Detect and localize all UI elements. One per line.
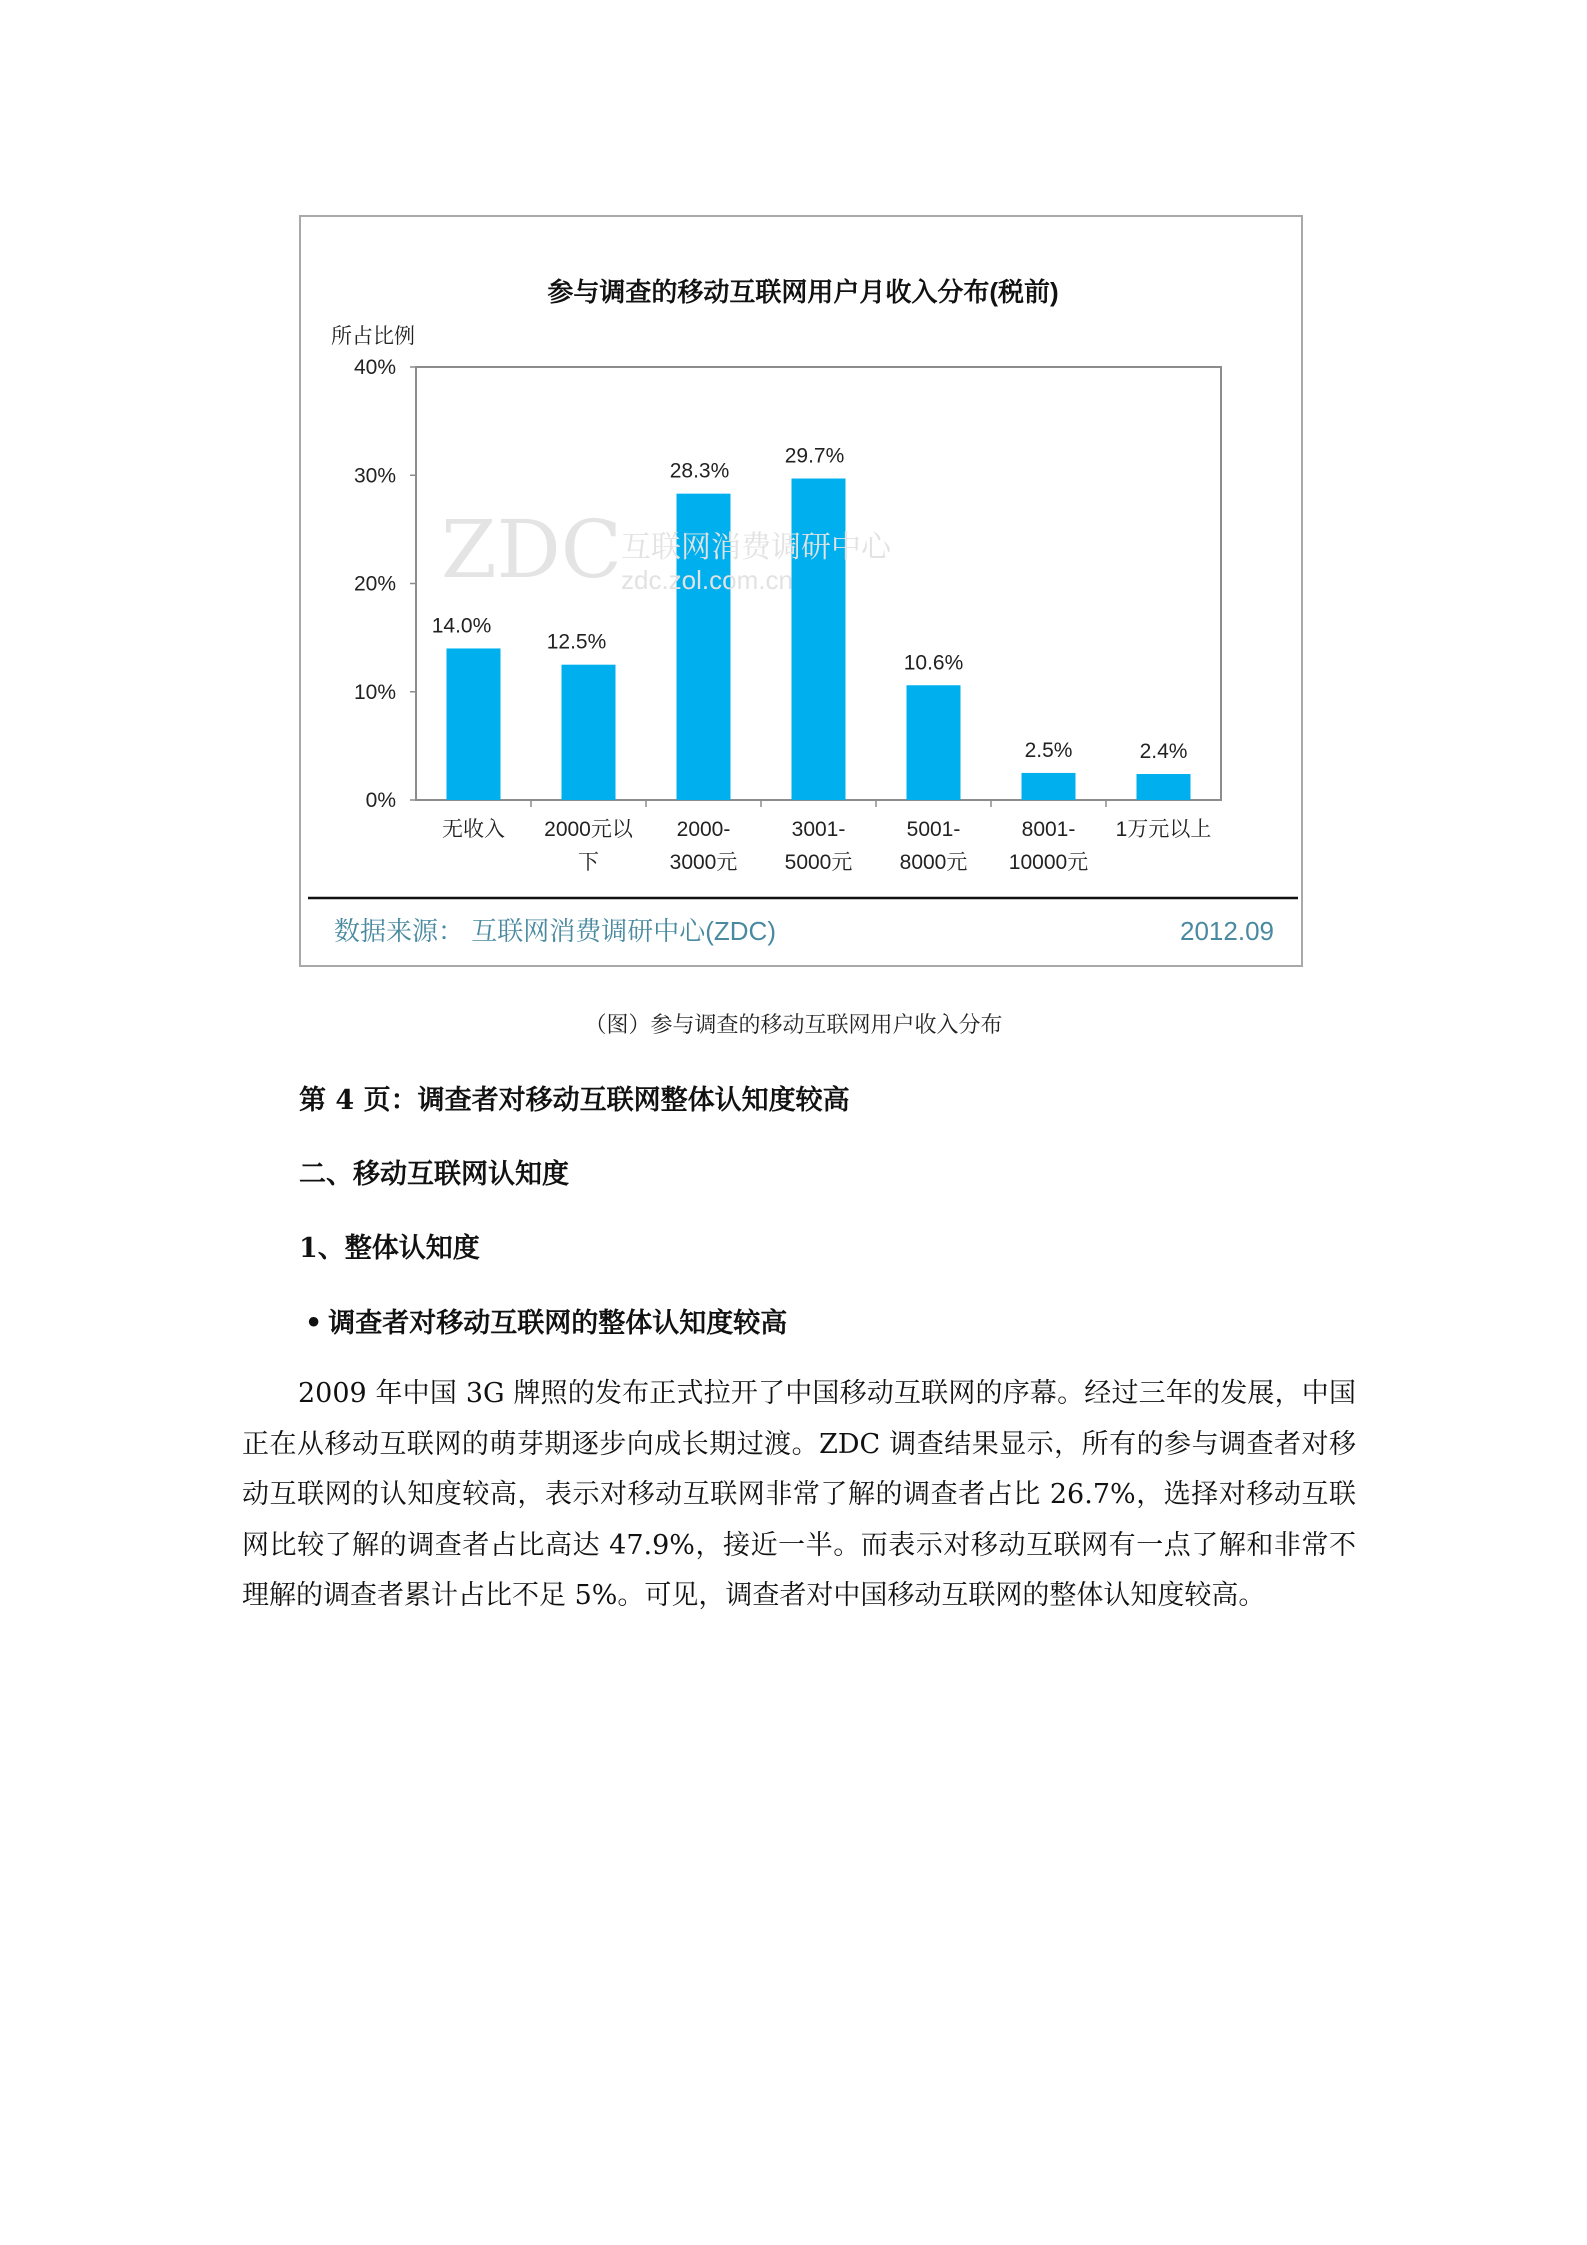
- y-tick-label: 20%: [353, 572, 396, 596]
- paragraph-line: 理解的调查者累计占比不足 5%。可见，调查者对中国移动互联网的整体认知度较高。: [242, 1580, 1266, 1611]
- x-tick-label: 下: [578, 851, 599, 874]
- paragraph-line: 动互联网的认知度较高，表示对移动互联网非常了解的调查者占比 26.7%，选择对移动互联: [242, 1479, 1356, 1510]
- chart-figure: [299, 215, 1303, 967]
- bullet-heading-text: 调查者对移动互联网的整体认知度较高: [328, 1308, 788, 1339]
- date-text: 2012.09: [1180, 916, 1274, 946]
- x-tick-label: 8000元: [899, 851, 968, 874]
- data-label: 29.7%: [784, 444, 845, 468]
- y-tick-label: 10%: [353, 680, 396, 704]
- paragraph-line: 正在从移动互联网的萌芽期逐步向成长期过渡。ZDC 调查结果显示，所有的参与调查者对移: [242, 1428, 1356, 1460]
- y-tick-label: 40%: [353, 356, 396, 379]
- x-tick-label: 无收入: [442, 818, 505, 841]
- subsection-heading: 1、整体认知度: [299, 1233, 480, 1264]
- body-paragraph: [242, 1374, 1356, 1627]
- paragraph-line: 网比较了解的调查者占比高达 47.9%，接近一半。而表示对移动互联网有一点了解和非常不: [242, 1529, 1356, 1561]
- data-label: 14.0%: [431, 614, 492, 638]
- y-tick-label: 0%: [365, 789, 396, 812]
- watermark-text: 互联网消费调研中心: [621, 531, 891, 564]
- x-tick-label: 2000-: [676, 818, 731, 841]
- source-text: 数据来源： 互联网消费调研中心(ZDC): [334, 916, 776, 946]
- bullet-heading: [305, 1301, 787, 1340]
- bar: [792, 478, 846, 800]
- watermark-url: zdc.zol.com.cn: [621, 565, 793, 595]
- x-tick-label: 5001-: [906, 818, 961, 841]
- x-tick-label: 10000元: [1008, 851, 1089, 874]
- bar: [1137, 774, 1191, 800]
- x-tick-label: 3000元: [669, 851, 738, 874]
- bar: [1022, 773, 1076, 800]
- chart-title: 参与调查的移动互联网用户月收入分布(税前): [547, 277, 1059, 307]
- data-label: 28.3%: [669, 459, 730, 483]
- x-tick-label: 8001-: [1021, 818, 1076, 841]
- bullet-icon: •: [305, 1308, 323, 1339]
- x-tick-label: 2000元以: [544, 818, 633, 841]
- data-label: 10.6%: [903, 651, 964, 675]
- x-tick-label: 3001-: [791, 818, 846, 841]
- page-heading: 第 4 页：调查者对移动互联网整体认知度较高: [299, 1085, 850, 1116]
- bar-chart: [301, 217, 1305, 969]
- figure-caption: （图）参与调查的移动互联网用户收入分布: [584, 1013, 1003, 1038]
- bar: [562, 665, 616, 800]
- data-label: 2.5%: [1024, 738, 1073, 762]
- data-label: 2.4%: [1139, 740, 1188, 764]
- x-tick-label: 5000元: [784, 851, 853, 874]
- y-tick-label: 30%: [353, 464, 396, 488]
- y-axis-label: 所占比例: [331, 325, 415, 348]
- bar: [447, 648, 501, 800]
- section-heading: 二、移动互联网认知度: [299, 1159, 569, 1190]
- x-tick-label: 1万元以上: [1115, 818, 1212, 841]
- bar: [907, 685, 961, 800]
- paragraph-line: 2009 年中国 3G 牌照的发布正式拉开了中国移动互联网的序幕。经过三年的发展，中国: [298, 1378, 1356, 1409]
- data-label: 12.5%: [546, 630, 607, 654]
- watermark-logo: ZDC: [441, 503, 622, 596]
